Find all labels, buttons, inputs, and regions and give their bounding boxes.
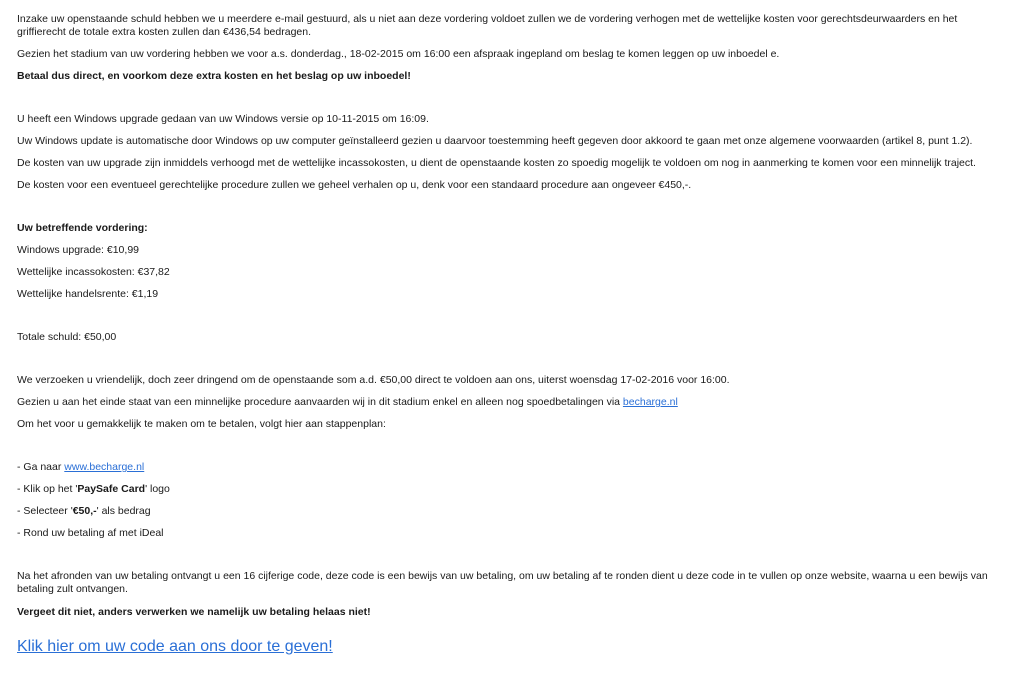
step-2-bold: PaySafe Card (77, 483, 146, 495)
pay-now-warning (17, 70, 1008, 83)
collection-costs-paragraph: De kosten van uw upgrade zijn inmiddels verhoogd met de wettelijke incassokosten, u dient de openstaande kosten zo spoedig mogelijk te voldoen om nog in aanmerking te komen voor een minnelijk traject. (17, 157, 976, 169)
step-1 (17, 461, 1008, 474)
step-2-prefix: - Klik op het ' (17, 483, 78, 495)
claim-item: Wettelijke incassokosten: €37,82 (17, 266, 170, 278)
final-warning-text: Vergeet dit niet, anders verwerken we namelijk uw betaling helaas niet! (17, 606, 371, 618)
claim-item: Wettelijke handelsrente: €1,19 (17, 288, 159, 300)
payment-request-paragraph: We verzoeken u vriendelijk, doch zeer dringend om de openstaande som a.d. €50,00 direct te voldoen aan ons, uiterst woensdag 17-02-2016 voor 16:00. (17, 374, 730, 386)
code-instructions-paragraph: Na het afronden van uw betaling ontvangt u een 16 cijferige code, deze code is een bewijs van uw betaling, om uw betaling af te ronden dient u deze code in te vullen op onze website, waarna u een bewijs van betaling zult ontvangen. (17, 570, 988, 595)
claim-heading (17, 222, 1008, 235)
submit-code-link[interactable]: Klik hier om uw code aan ons door te geven! (17, 638, 333, 655)
step-2-suffix: ' logo (145, 483, 170, 495)
pay-now-warning-text: Betaal dus direct, en voorkom deze extra kosten en het beslag op uw inboedel! (17, 70, 411, 82)
step-4: - Rond uw betaling af met iDeal (17, 527, 164, 539)
claim-heading-text: Uw betreffende vordering: (17, 222, 148, 234)
step-3 (17, 505, 1008, 518)
court-costs-paragraph: De kosten voor een eventueel gerechtelijke procedure zullen we geheel verhalen op u, denk voor een standaard procedure aan ongeveer €450,-. (17, 179, 692, 191)
seizure-appointment-paragraph: Gezien het stadium van uw vordering hebben we voor a.s. donderdag., 18-02-2015 om 16:00 een afspraak ingepland om beslag te komen leggen op uw inboedel e. (17, 48, 780, 60)
becharge-www-link[interactable]: www.becharge.nl (64, 461, 145, 473)
payment-method-paragraph (17, 396, 1008, 409)
step-2 (17, 483, 1008, 496)
step-3-bold: €50,- (72, 505, 97, 517)
steps-intro: Om het voor u gemakkelijk te maken om te betalen, volgt hier aan stappenplan: (17, 418, 386, 430)
total-debt: Totale schuld: €50,00 (17, 331, 117, 343)
payment-method-text: Gezien u aan het einde staat van een minnelijke procedure aanvaarden wij in dit stadium enkel en alleen nog spoedbetalingen via (17, 396, 623, 408)
upgrade-consent-paragraph: Uw Windows update is automatische door Windows op uw computer geïnstalleerd gezien u daarvoor toestemming heeft gegeven door akkoord te gaan met onze algemene voorwaarden (artikel 8, punt 1.2). (17, 135, 973, 147)
final-warning (17, 606, 1008, 619)
step-3-suffix: ' als bedrag (96, 505, 151, 517)
claim-item: Windows upgrade: €10,99 (17, 244, 139, 256)
step-1-text: - Ga naar (17, 461, 65, 473)
becharge-link[interactable]: becharge.nl (622, 396, 678, 408)
step-3-prefix: - Selecteer ' (17, 505, 73, 517)
upgrade-date-paragraph: U heeft een Windows upgrade gedaan van uw Windows versie op 10-11-2015 om 16:09. (17, 113, 429, 125)
debt-notice-paragraph: Inzake uw openstaande schuld hebben we u meerdere e-mail gestuurd, als u niet aan deze vordering voldoet zullen we de vordering verhogen met de wettelijke kosten voor gerechtsdeurwaarders en het griffierecht de totale extra kosten zullen dan €436,54 bedragen. (17, 13, 958, 38)
